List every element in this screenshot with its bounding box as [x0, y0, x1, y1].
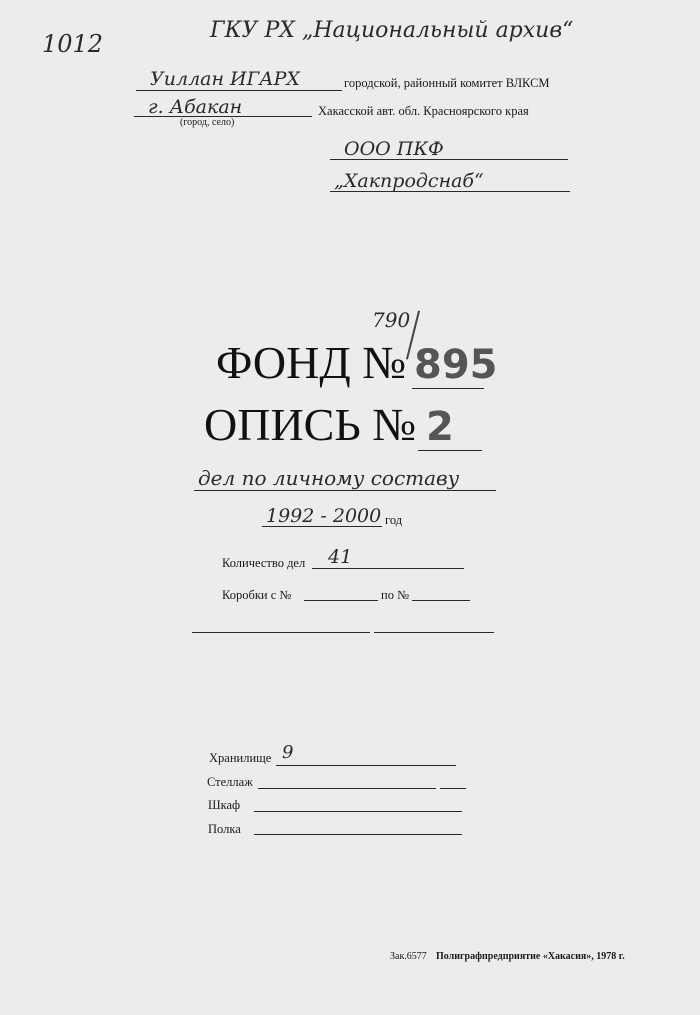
footer-order-number: Зак.6577	[390, 951, 427, 962]
cabinet-line	[254, 811, 462, 812]
divider-right	[374, 632, 494, 633]
committee-suffix: городской, районный комитет ВЛКСМ	[344, 76, 550, 90]
years-range: 1992 - 2000	[266, 505, 382, 527]
shelf-label: Полка	[208, 822, 241, 836]
shelf-line	[254, 834, 462, 835]
old-fond-number: 790	[372, 308, 411, 332]
fond-label: ФОНД №	[216, 337, 407, 388]
city-name: г. Абакан	[148, 96, 243, 118]
boxes-from-label: Коробки с №	[222, 588, 292, 602]
footer-press: Полиграфпредприятие «Хакасия», 1978 г.	[436, 951, 625, 962]
year-suffix: год	[385, 513, 403, 527]
count-line	[312, 568, 464, 569]
archive-name: ГКУ РХ „Национальный архив“	[210, 18, 574, 43]
opis-number-line	[418, 450, 482, 451]
years-line	[262, 526, 382, 527]
storage-value: 9	[282, 742, 294, 763]
company-line1: ООО ПКФ	[344, 138, 444, 160]
case-description: дел по личному составу	[198, 466, 460, 490]
count-label: Количество дел	[222, 556, 306, 570]
city-caption: (город, село)	[180, 117, 235, 128]
rack-line-1	[258, 788, 436, 789]
boxes-from-line	[304, 600, 378, 601]
boxes-to-line	[412, 600, 470, 601]
rack-label: Стеллаж	[207, 775, 253, 789]
company-line2: „Хакпродснаб“	[334, 170, 484, 192]
boxes-to-label: по №	[381, 588, 409, 602]
count-value: 41	[328, 546, 353, 568]
region-suffix: Хакасской авт. обл. Красноярского края	[318, 104, 529, 118]
org-name-line	[136, 90, 342, 91]
company-line1-rule	[330, 159, 568, 160]
fond-number-stamp: 895	[414, 342, 498, 388]
divider-left	[192, 632, 370, 633]
storage-label: Хранилище	[209, 751, 272, 765]
org-name: Уиллан ИГАРХ	[150, 68, 300, 90]
corner-number: 1012	[42, 30, 104, 58]
storage-line	[276, 765, 456, 766]
opis-label: ОПИСЬ №	[204, 399, 417, 450]
description-line	[194, 490, 496, 491]
fond-number-line	[412, 388, 484, 389]
rack-line-2	[440, 788, 466, 789]
opis-number-stamp: 2	[426, 404, 454, 450]
company-line2-rule	[330, 191, 570, 192]
cabinet-label: Шкаф	[208, 798, 241, 812]
